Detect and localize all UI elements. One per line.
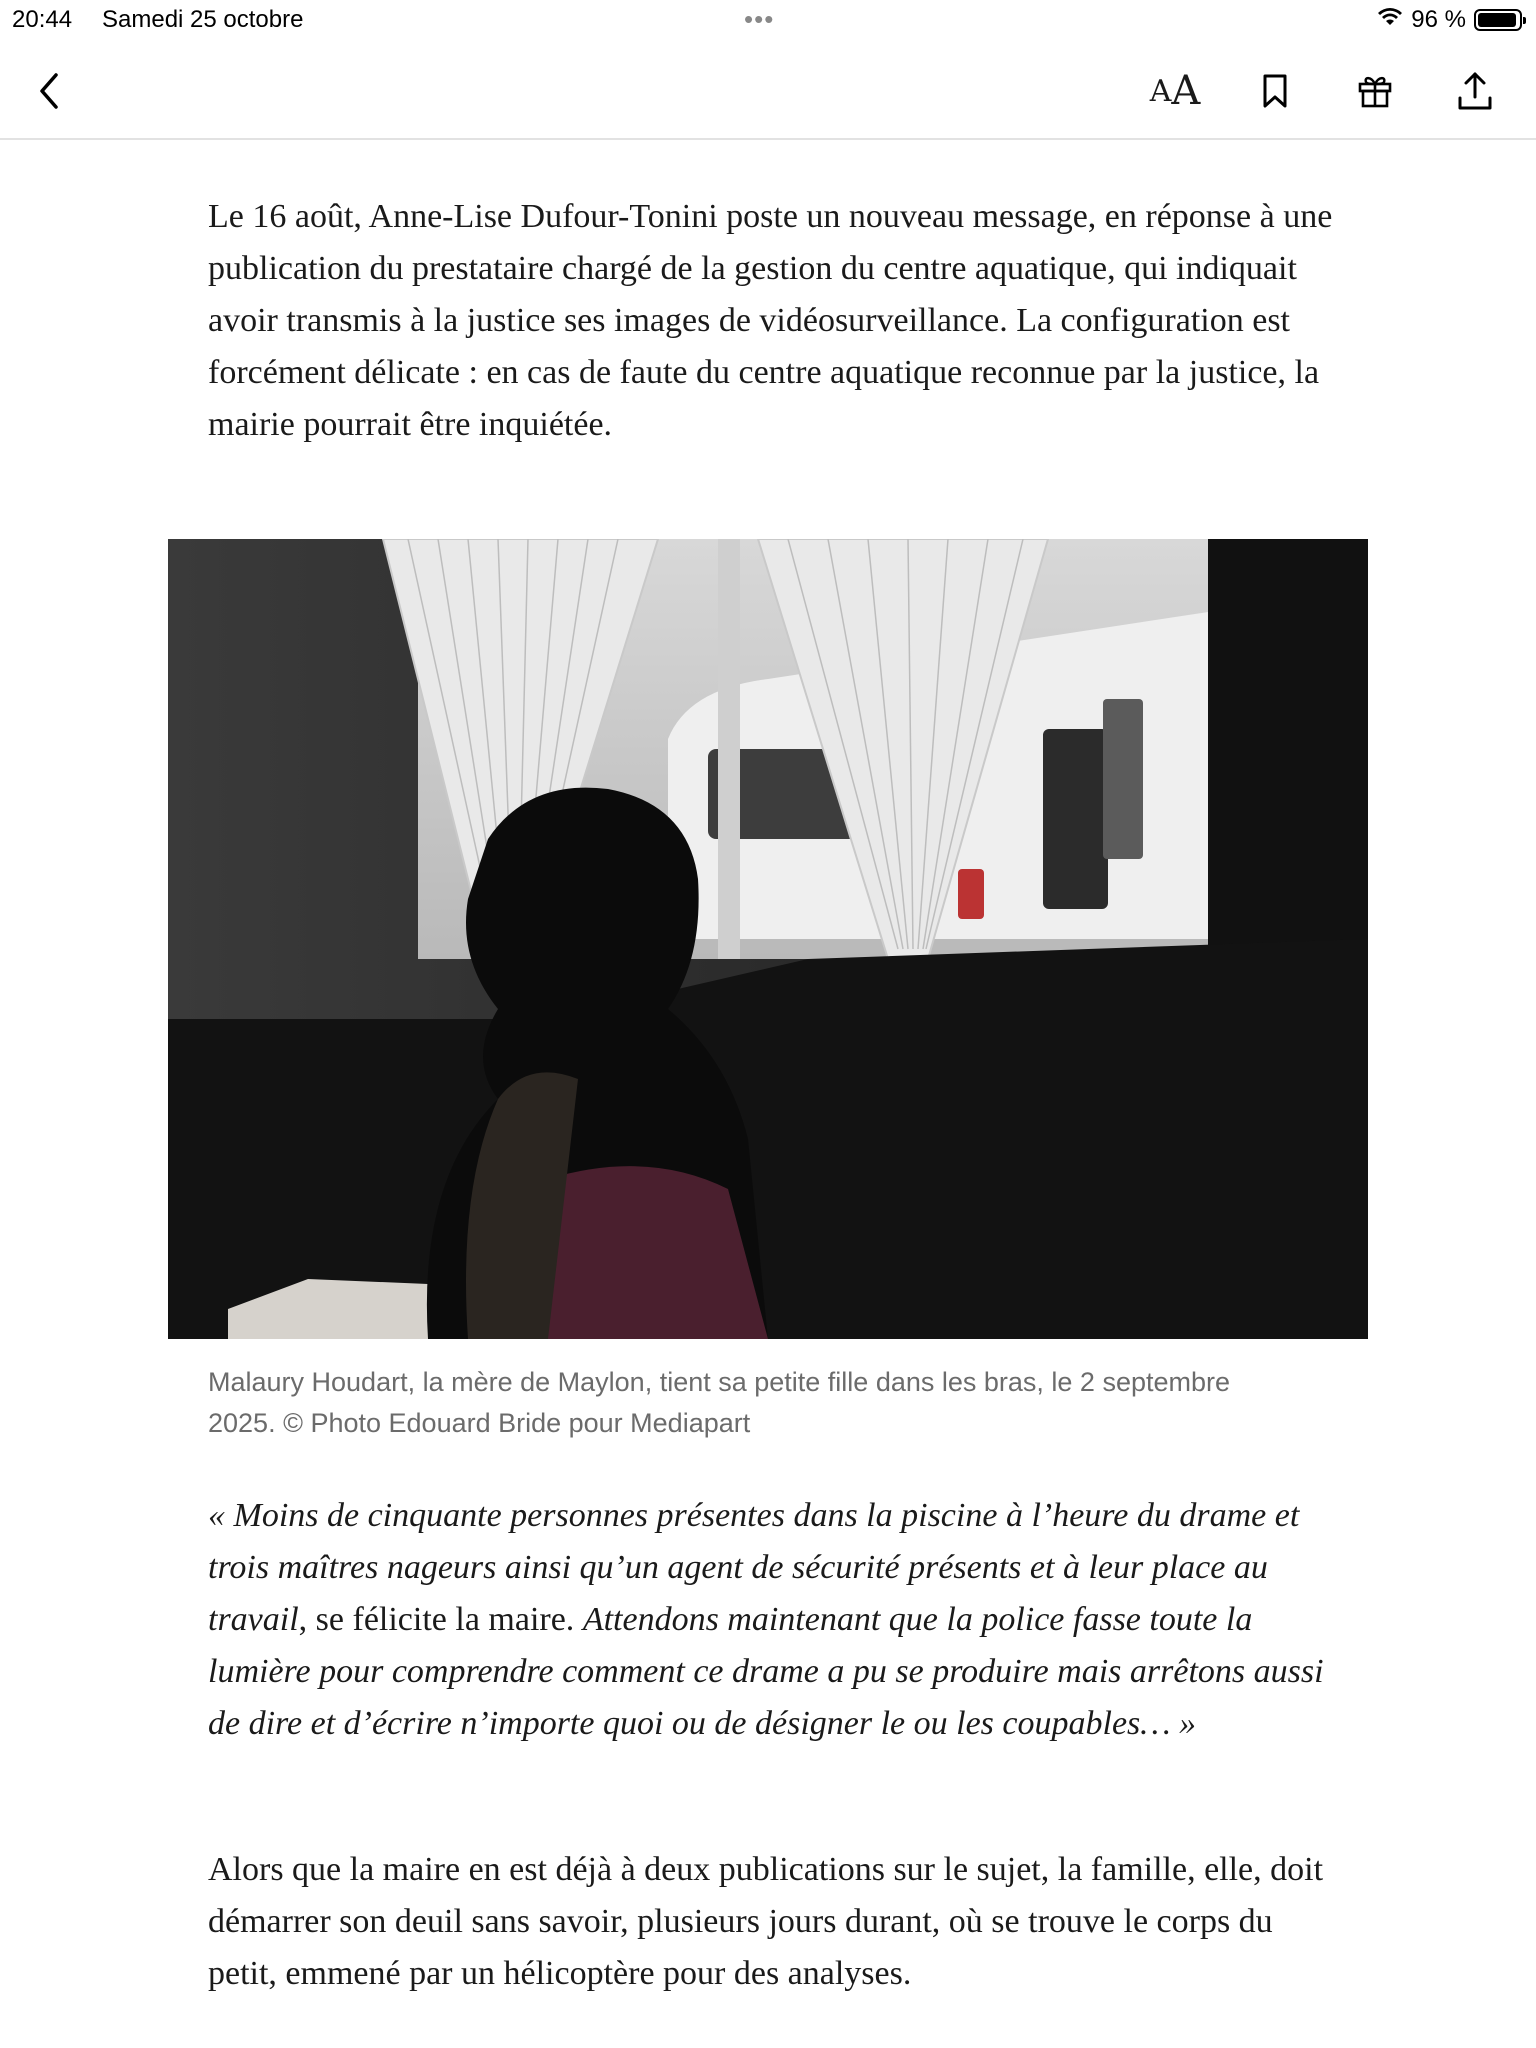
article-paragraph: Le 16 août, Anne-Lise Dufour-Tonini poste un nouveau message, en réponse à une publication du prestataire chargé de la gestion du centre aquatique, qui indiquait avoir transmis à la justice ses images de vidéosurveillance. La configuration est forcément délicate : en cas de faute du centre aquatique reconnue par la justice, la mairie pourrait être inquiétée. xyxy=(208,198,1333,443)
multitasking-dots[interactable]: ••• xyxy=(744,4,775,34)
article-photo xyxy=(168,539,1368,1339)
quote-italic-part-1: « Moins de cinquante personnes présentes dans la piscine à l’heure du drame et trois maîtres nageurs ainsi qu’un agent de sécurité présents et à leur place au travail xyxy=(208,1497,1300,1638)
battery-percentage: 96 % xyxy=(1411,6,1466,33)
quote-attribution: , se félicite la maire. xyxy=(298,1601,583,1638)
bookmark-icon xyxy=(1261,73,1289,109)
battery-fill xyxy=(1478,13,1516,27)
status-indicators xyxy=(1377,6,1522,34)
article-paragraph: Alors que la maire en est déjà à deux publications sur le sujet, la famille, elle, doit démarrer son deuil sans savoir, plusieurs jours durant, où se trouve le corps du petit, emmené par un hélicoptère pour des analyses. xyxy=(208,1851,1324,1992)
quote-paragraph xyxy=(208,1490,1348,1750)
text-size-big-glyph: A xyxy=(1171,68,1201,114)
battery-nub xyxy=(1523,17,1526,24)
status-date: Samedi 25 octobre xyxy=(102,6,304,33)
status-time: 20:44 xyxy=(12,6,73,33)
photo-caption: Malaury Houdart, la mère de Maylon, tient sa petite fille dans les bras, le 2 septembre 2025. © Photo Edouard Bride pour Mediapart xyxy=(208,1367,1231,1438)
battery-icon xyxy=(1474,9,1522,31)
gift-article-button[interactable] xyxy=(1350,66,1400,116)
bookmark-button[interactable] xyxy=(1250,66,1300,116)
text-size-button[interactable] xyxy=(1150,66,1200,116)
quote-italic-part-2: Attendons maintenant que la police fasse toute la lumière pour comprendre comment ce drame a pu se produire mais arrêtons aussi de dire et d’écrire n’importe quoi ou de désigner le ou les coupables… » xyxy=(208,1601,1324,1742)
text-size-small-glyph: A xyxy=(1149,73,1172,109)
status-bar xyxy=(0,0,1536,40)
wifi-icon xyxy=(1377,6,1403,34)
photo-illustration xyxy=(168,539,1368,1339)
chevron-left-icon xyxy=(34,71,64,111)
share-button[interactable] xyxy=(1450,66,1500,116)
share-icon xyxy=(1457,71,1493,111)
back-button[interactable] xyxy=(24,66,74,116)
gift-icon xyxy=(1357,73,1393,109)
article-toolbar xyxy=(0,40,1536,140)
